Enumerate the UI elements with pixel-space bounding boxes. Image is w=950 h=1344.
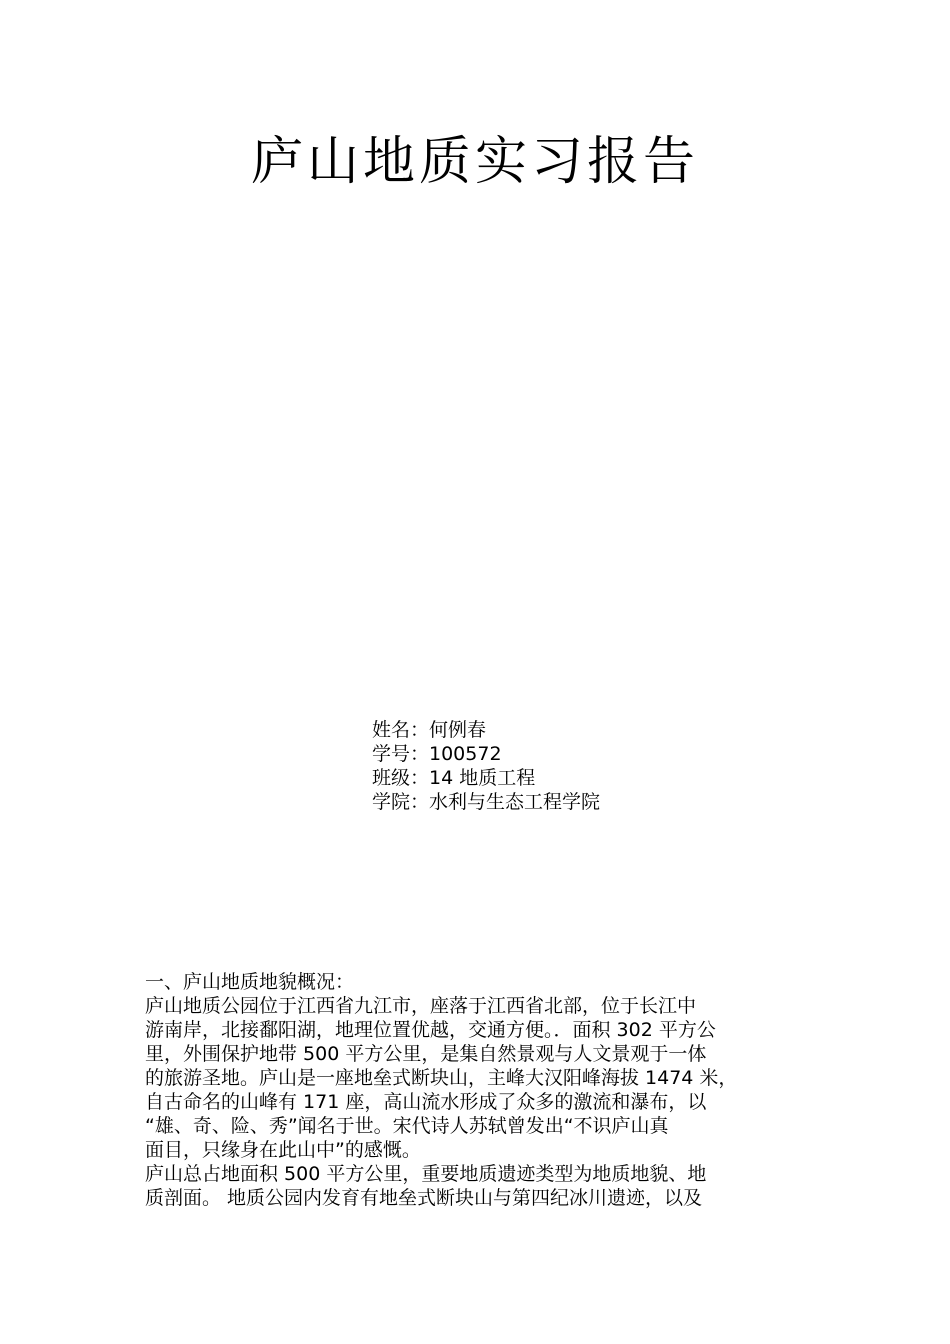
paragraph-line: 面目，只缘身在此山中”的感慨。 [145,1139,421,1161]
paragraph-line: “雄、奇、险、秀”闻名于世。宋代诗人苏轼曾发出“不识庐山真 [145,1115,669,1137]
paragraph-line: 质剖面。 地质公园内发育有地垒式断块山与第四纪冰川遗迹，以及 [145,1187,703,1209]
paragraph-line: 庐山地质公园位于江西省九江市，座落于江西省北部，位于长江中 [145,995,697,1017]
section-heading: 一、庐山地质地貌概况： [145,971,355,993]
paragraph-line: 自古命名的山峰有 171 座，高山流水形成了众多的激流和瀑布，以 [145,1091,707,1113]
section-overview [145,970,815,1210]
paragraph-line: 游南岸，北接鄱阳湖，地理位置优越，交通方便。．面积 302 平方公 [145,1019,716,1041]
author-name: 姓名：何例春 [372,719,487,741]
student-id: 学号：100572 [372,743,502,765]
class-name: 班级：14 地质工程 [372,767,536,789]
report-title: 庐山地质实习报告 [250,132,699,192]
paragraph-line: 里，外围保护地带 500 平方公里，是集自然景观与人文景观于一体 [145,1043,707,1065]
paragraph-line: 的旅游圣地。庐山是一座地垒式断块山，主峰大汉阳峰海拔 1474 米， [145,1067,738,1089]
author-info-block [372,718,792,814]
college-name: 学院：水利与生态工程学院 [372,791,601,813]
paragraph-line: 庐山总占地面积 500 平方公里，重要地质遗迹类型为地质地貌、地 [145,1163,707,1185]
